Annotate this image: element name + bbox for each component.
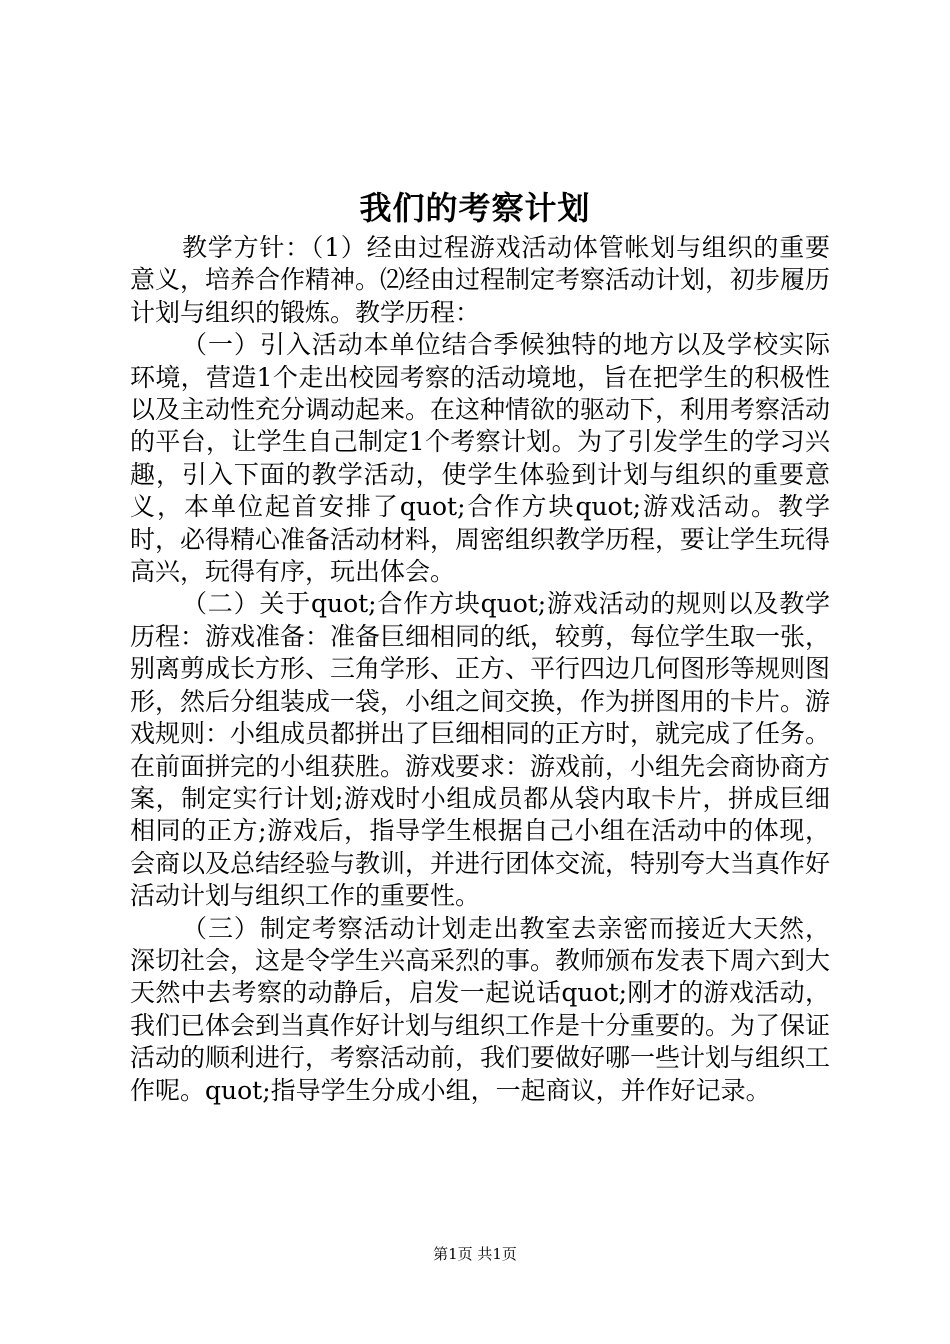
document-body xyxy=(130,232,830,1107)
document-title: 我们的考察计划 xyxy=(359,189,591,227)
page-number-footer: 第1页 共1页 xyxy=(433,1245,517,1263)
paragraph-part-three: （三）制定考察活动计划走出教室去亲密而接近大天然，深切社会，这是令学生兴高采烈的事。教师颁布发表下周六到大天然中去考察的动静后，启发一起说话quot;刚才的游戏活动，我们已体会到当真作好计划与组织工作是十分重要的。为了保证活动的顺利进行，考察活动前，我们要做好哪一些计划与组织工作呢。quot;指导学生分成小组，一起商议，并作好记录。 xyxy=(130,913,831,1105)
paragraph-part-one: （一）引入活动本单位结合季候独特的地方以及学校实际环境，营造1个走出校园考察的活动境地，旨在把学生的积极性以及主动性充分调动起来。在这种情欲的驱动下，利用考察活动的平台，让学生自己制定1个考察计划。为了引发学生的学习兴趣，引入下面的教学活动，使学生体验到计划与组织的重要意义，本单位起首安排了quot;合作方块quot;游戏活动。教学时，必得精心准备活动材料，周密组织教学历程，要让学生玩得高兴，玩得有序，玩出体会。 xyxy=(130,330,831,587)
paragraph-part-two: （二）关于quot;合作方块quot;游戏活动的规则以及教学历程：游戏准备：准备巨细相同的纸，较剪，每位学生取一张，别离剪成长方形、三角学形、正方、平行四边几何图形等规则图形，然后分组装成一袋，小组之间交换，作为拼图用的卡片。游戏规则：小组成员都拼出了巨细相同的正方时，就完成了任务。在前面拼完的小组获胜。游戏要求：游戏前，小组先会商协商方案，制定实行计划;游戏时小组成员都从袋内取卡片，拼成巨细相同的正方;游戏后，指导学生根据自己小组在活动中的体现，会商以及总结经验与教训，并进行团体交流，特别夸大当真作好活动计划与组织工作的重要性。 xyxy=(130,589,831,911)
paragraph-objectives: 教学方针：（1）经由过程游戏活动体管帐划与组织的重要意义，培养合作精神。⑵经由过程制定考察活动计划，初步履历计划与组织的锻炼。教学历程： xyxy=(130,233,831,327)
